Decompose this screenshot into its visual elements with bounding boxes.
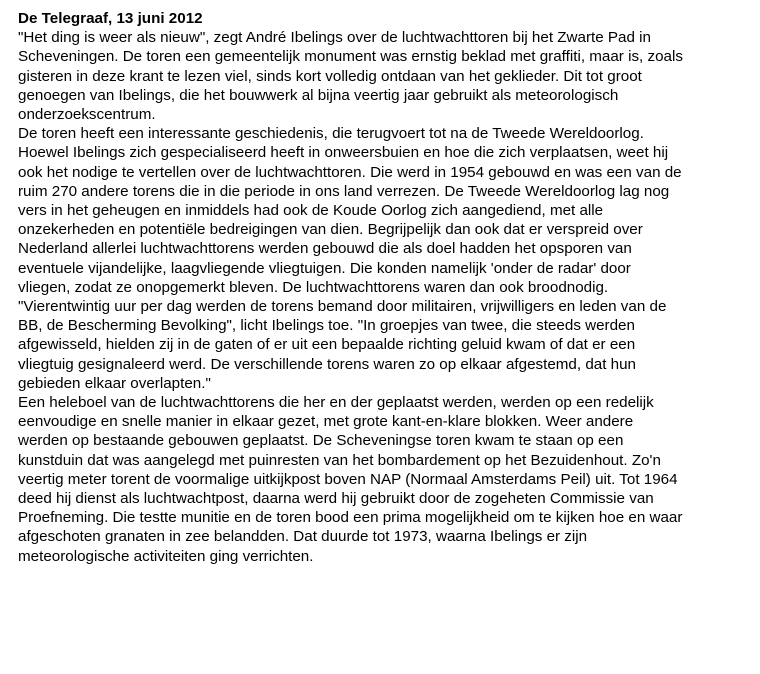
article-line: eenvoudige en snelle manier in elkaar gezet, met grote kant-en-klare blokken. Weer andere	[18, 413, 634, 431]
article-line: De toren heeft een interessante geschiedenis, die terugvoert tot na de Tweede Wereldoorlog.	[18, 125, 644, 143]
article-line: ruim 270 andere torens die in die periode in ons land verrezen. De Tweede Wereldoorlog lag nog	[18, 182, 670, 200]
article-line: vliegtuig gesignaleerd werd. De verschillende torens waren zo op elkaar afgestemd, dat hun	[18, 355, 636, 373]
article-heading: De Telegraaf, 13 juni 2012	[18, 10, 203, 27]
article-line: gebieden elkaar overlapten."	[18, 374, 211, 392]
article-line: "Vierentwintig uur per dag werden de torens bemand door militairen, vrijwilligers en leden van de	[18, 298, 667, 316]
article-line: onzekerheden en potentiële bedreigingen van dien. Begrijpelijk dan ook dat er verspreid over	[18, 221, 643, 239]
article-line: veertig meter torent de voormalige uitkijkpost boven NAP (Normaal Amsterdams Peil) uit. Tot 1964	[18, 470, 678, 488]
article-line: vliegen, zodat ze onopgemerkt bleven. De luchtwachttorens waren dan ook broodnodig.	[18, 278, 609, 296]
article-line: kunstduin dat was aangelegd met puinresten van het bombardement op het Bezuidenhout. Zo'n	[18, 451, 661, 469]
article-line: gisteren in deze krant te lezen viel, sinds kort volledig ontdaan van het geklieder. Dit tot groot	[18, 67, 642, 85]
article-line: genoegen van Ibelings, die het bouwwerk al bijna veertig jaar gebruikt als meteorologisch	[18, 86, 619, 104]
article	[18, 9, 753, 566]
article-line: Scheveningen. De toren een gemeentelijk monument was ernstig beklad met graffiti, maar is, zoals	[18, 48, 683, 66]
article-line: deed hij dienst als luchtwachtpost, daarna werd hij gebruikt door de zogeheten Commissie van	[18, 490, 654, 508]
article-line: meteorologische activiteiten ging verrichten.	[18, 547, 314, 565]
article-line: onderzoekscentrum.	[18, 106, 156, 124]
article-line: Een heleboel van de luchtwachttorens die her en der geplaatst werden, werden op een redelijk	[18, 394, 654, 412]
article-line: BB, de Bescherming Bevolking", licht Ibelings toe. "In groepjes van twee, die steeds werden	[18, 317, 635, 335]
article-line: afgewisseld, hielden zij in de gaten of er uit een bepaalde richting geluid kwam of dat er een	[18, 336, 636, 354]
article-line: eventuele vijandelijke, laagvliegende vliegtuigen. Die konden namelijk 'onder de radar' door	[18, 259, 631, 277]
article-line: werden op bestaande gebouwen geplaatst. De Scheveningse toren kwam te staan op een	[18, 432, 624, 450]
article-line: ook het nodige te vertellen over de luchtwachttoren. Die werd in 1954 gebouwd en was een van de	[18, 163, 682, 181]
article-line: vers in het geheugen en inmiddels had ook de Koude Oorlog zich aangediend, met alle	[18, 202, 604, 220]
article-line: Hoewel Ibelings zich gespecialiseerd heeft in onweersbuien en hoe die zich verplaatsen, weet hij	[18, 144, 669, 162]
article-line: Proefneming. Die testte munitie en de toren bood een prima mogelijkheid om te kijken hoe en waar	[18, 509, 683, 527]
article-line: afgeschoten granaten in zee belandden. Dat duurde tot 1973, waarna Ibelings er zijn	[18, 528, 588, 546]
article-line: "Het ding is weer als nieuw", zegt André Ibelings over de luchtwachttoren bij het Zwarte Pad in	[18, 29, 651, 47]
article-line: Nederland allerlei luchtwachttorens werden gebouwd die als doel hadden het opsporen van	[18, 240, 632, 258]
